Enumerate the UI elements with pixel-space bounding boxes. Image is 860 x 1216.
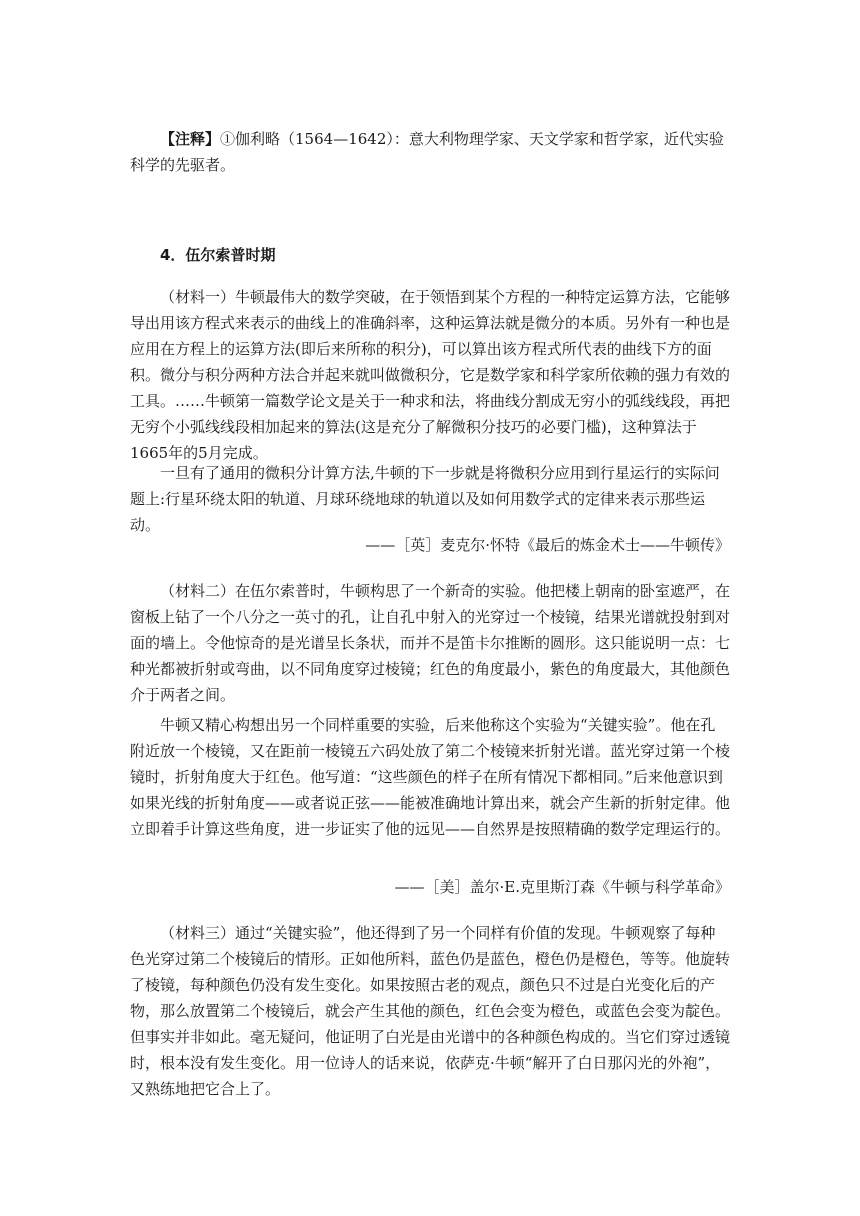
material2-source: ——［美］盖尔·E.克里斯汀森《牛顿与科学革命》 [394,878,730,896]
note-paragraph [130,126,730,178]
material1-paragraph1: （材料一）牛顿最伟大的数学突破，在于领悟到某个方程的一种特定运算方法，它能够导出用该方程式来表示的曲线上的准确斜率，这种运算法就是微分的本质。另外有一种也是应用在方程上的运算方法(即后来所称的积分)，可以算出该方程式所代表的曲线下方的面积。微分与积分两种方法合并起来就叫做微积分，它是数学家和科学家所依赖的强力有效的工具。……牛顿第一篇数学论文是关于一种求和法，将曲线分割成无穷小的弧线线段，再把无穷个小弧线线段相加起来的算法(这是充分了解微积分技巧的必要门槛)，这种算法于1665年的5月完成。 [130,288,731,462]
material2-paragraph2: 牛顿又精心构想出另一个同样重要的实验，后来他称这个实验为“关键实验”。他在孔附近放一个棱镜，又在距前一棱镜五六码处放了第二个棱镜来折射光谱。蓝光穿过第一个棱镜时，折射角度大于红色。他写道：“这些颜色的样子在所有情况下都相同。”后来他意识到如果光线的折射角度——或者说正弦——能被准确地计算出来，就会产生新的折射定律。他立即着手计算这些角度，进一步证实了他的远见——自然界是按照精确的数学定理运行的。 [130,716,731,838]
material2-paragraph1: （材料二）在伍尔索普时，牛顿构思了一个新奇的实验。他把楼上朝南的卧室遮严，在窗板上钻了一个八分之一英寸的孔，让自孔中射入的光穿过一个棱镜，结果光谱就投射到对面的墙上。令他惊奇的是光谱呈长条状，而并不是笛卡尔推断的圆形。这只能说明一点：七种光都被折射或弯曲，以不同角度穿过棱镜；红色的角度最小，紫色的角度最大，其他颜色介于两者之间。 [130,582,731,704]
note-label: 【注释】 [160,130,221,148]
note-text: ①伽利略（1564—1642）：意大利物理学家、天文学家和哲学家，近代实验科学的先驱者。 [130,130,724,174]
section-heading: 4．伍尔索普时期 [160,246,276,264]
material1-source: ——［英］麦克尔·怀特《最后的炼金术士——牛顿传》 [365,536,730,554]
material3-paragraph1: （材料三）通过“关键实验”，他还得到了另一个同样有价值的发现。牛顿观察了每种色光穿过第二个棱镜后的情形。正如他所料，蓝色仍是蓝色，橙色仍是橙色，等等。他旋转了棱镜，每种颜色仍没有发生变化。如果按照古老的观点，颜色只不过是白光变化后的产物，那么放置第二个棱镜后，就会产生其他的颜色，红色会变为橙色，或蓝色会变为靛色。但事实并非如此。毫无疑问，他证明了白光是由光谱中的各种颜色构成的。当它们穿过透镜时，根本没有发生变化。用一位诗人的话来说，依萨克·牛顿“解开了白日那闪光的外袍”，又熟练地把它合上了。 [130,924,731,1098]
material1-paragraph2: 一旦有了通用的微积分计算方法,牛顿的下一步就是将微积分应用到行星运行的实际问题上:行星环绕太阳的轨道、月球环绕地球的轨道以及如何用数学式的定律来表示那些运动。 [130,464,720,534]
